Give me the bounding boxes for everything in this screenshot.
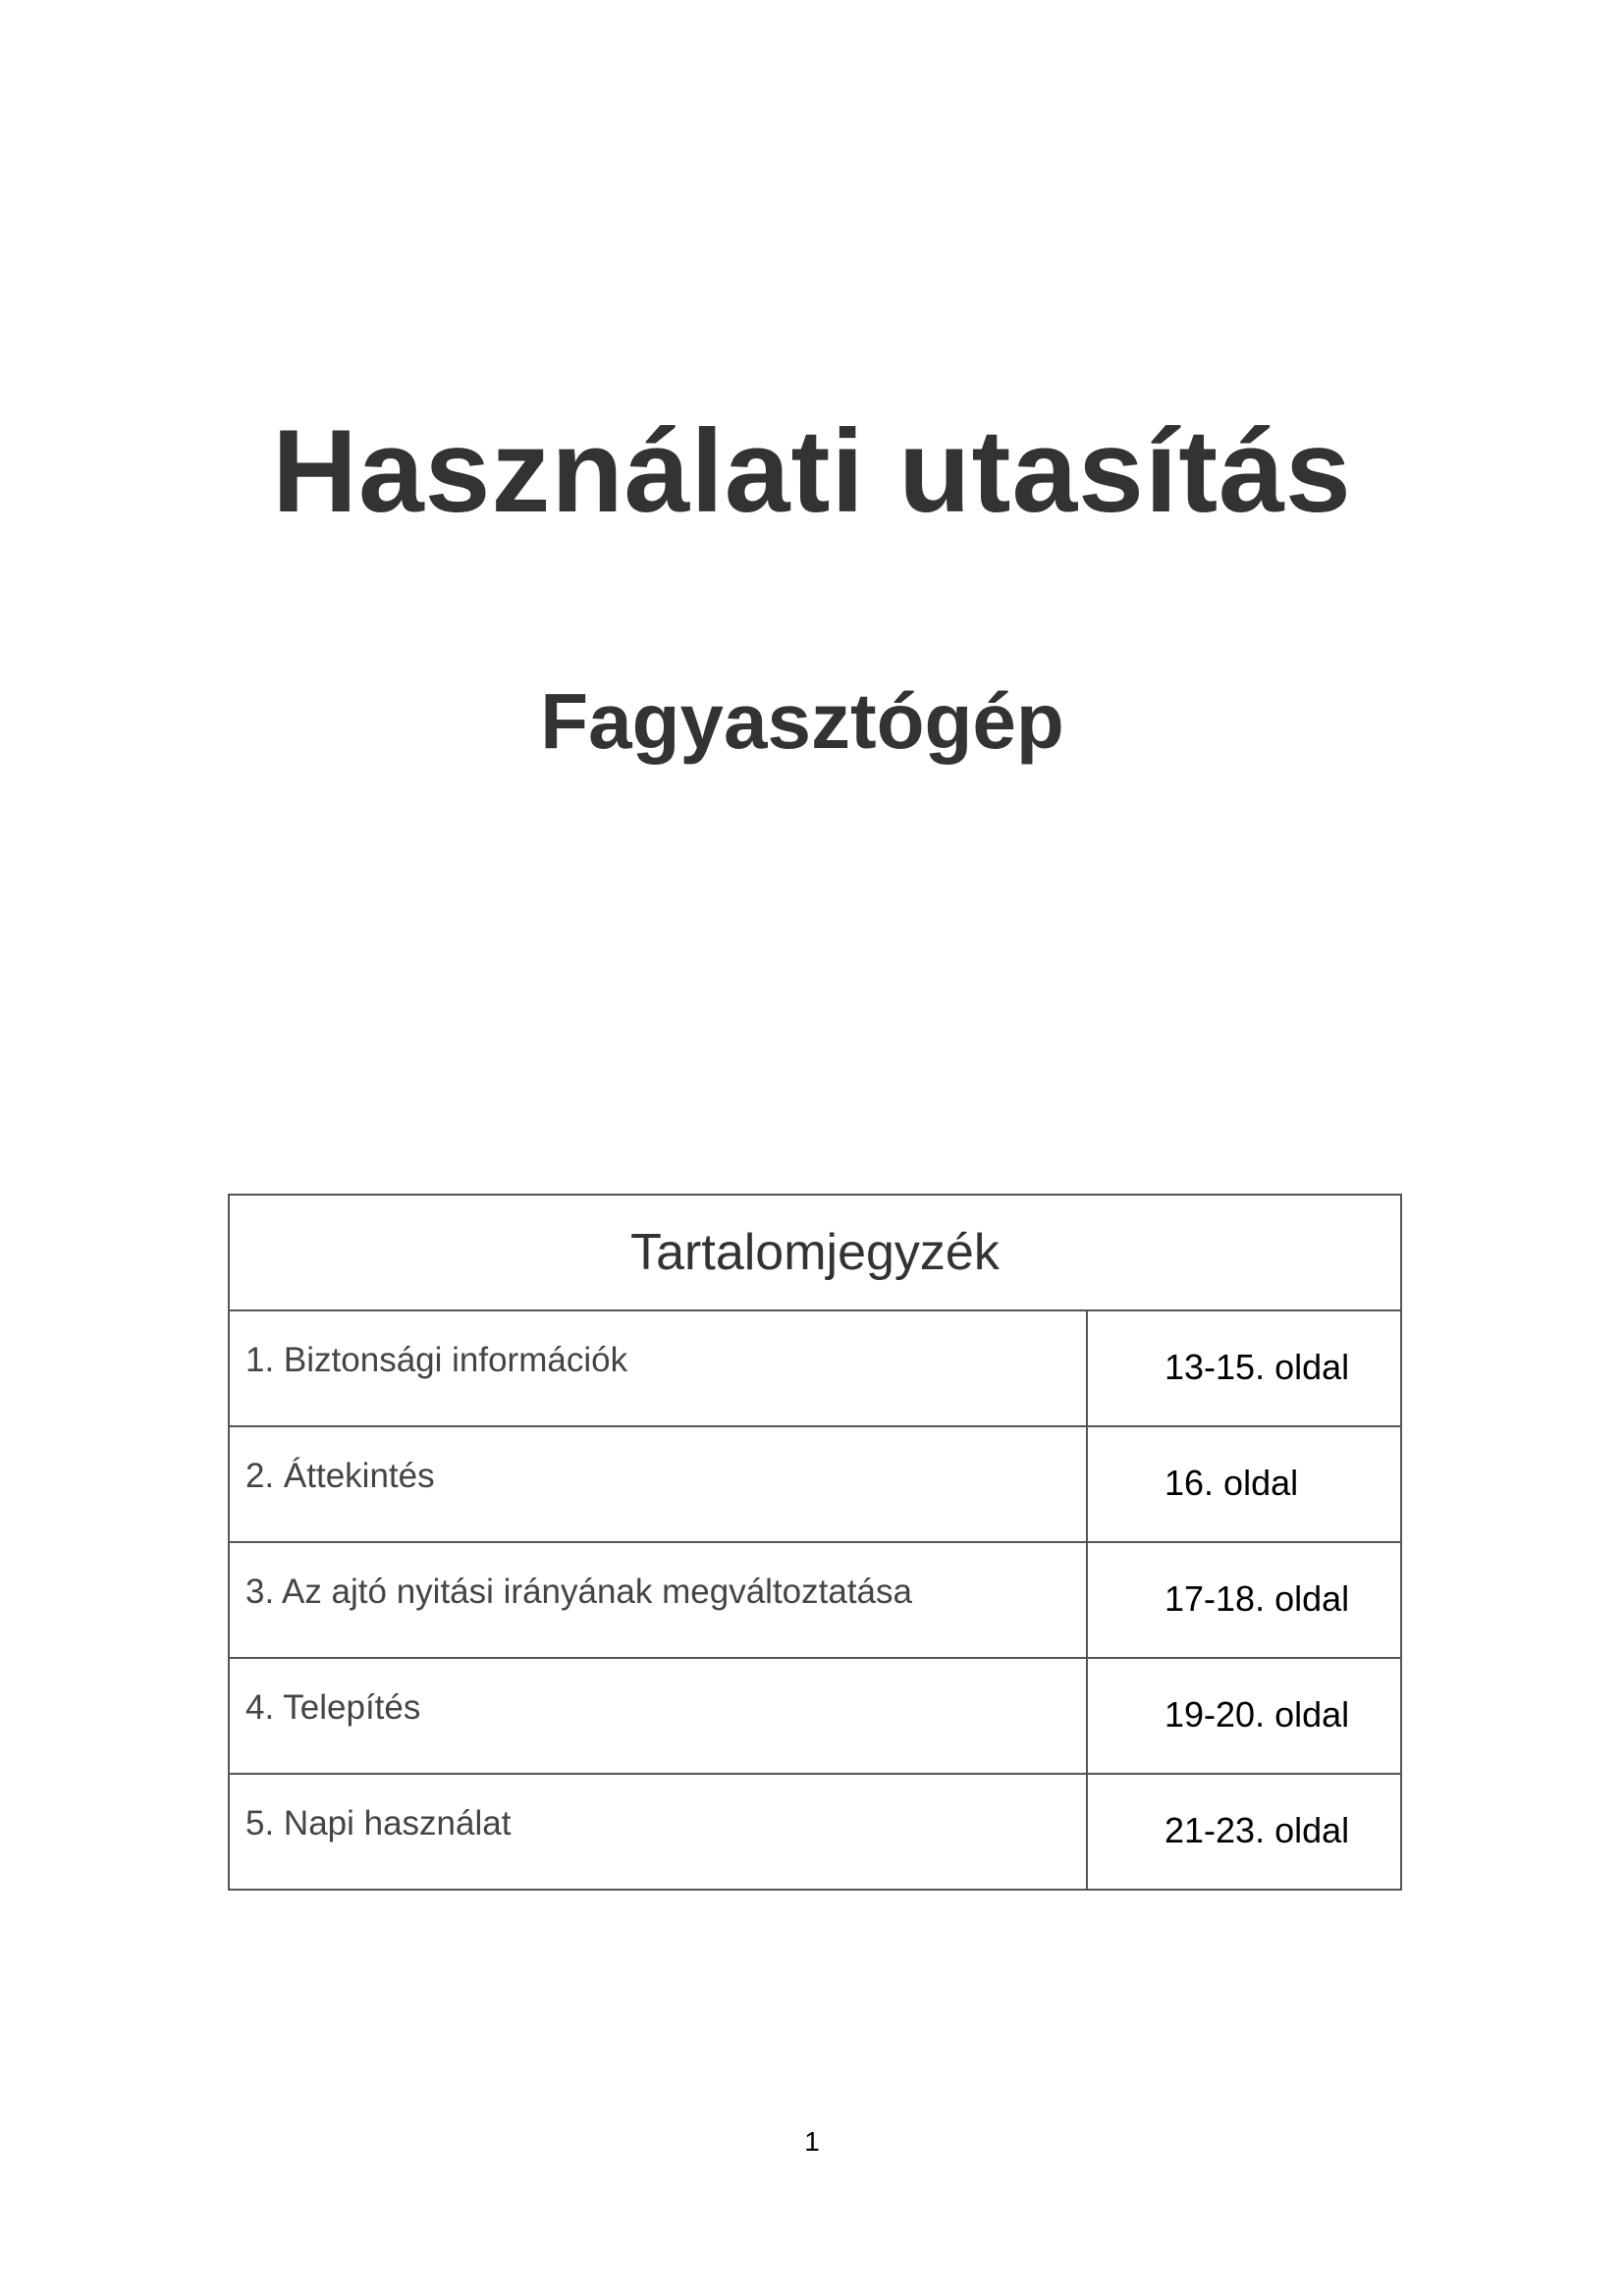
toc-item-label: 5. Napi használat (230, 1775, 1088, 1889)
toc-item-pages: 13-15. oldal (1164, 1347, 1350, 1387)
document-subtitle: Fagyasztógép (540, 677, 1064, 765)
toc-row (230, 1543, 1400, 1659)
toc-item-label: 4. Telepítés (230, 1659, 1088, 1773)
toc-row (230, 1311, 1400, 1427)
toc-item-pages: 21-23. oldal (1164, 1810, 1350, 1850)
toc-item-pages: 17-18. oldal (1164, 1578, 1350, 1619)
document-title: Használati utasítás (272, 405, 1352, 537)
toc-row (230, 1659, 1400, 1775)
toc-item-pages: 19-20. oldal (1164, 1694, 1350, 1735)
toc-item-label: 3. Az ajtó nyitási irányának megváltoztatása (230, 1543, 1088, 1657)
toc-item-label: 2. Áttekintés (230, 1427, 1088, 1541)
toc-row (230, 1775, 1400, 1889)
toc-item-pages: 16. oldal (1164, 1463, 1299, 1503)
toc-row (230, 1427, 1400, 1543)
toc-heading: Tartalomjegyzék (230, 1196, 1400, 1311)
table-of-contents (228, 1194, 1402, 1891)
page-number: 1 (804, 2126, 820, 2157)
toc-item-label: 1. Biztonsági információk (230, 1311, 1088, 1425)
